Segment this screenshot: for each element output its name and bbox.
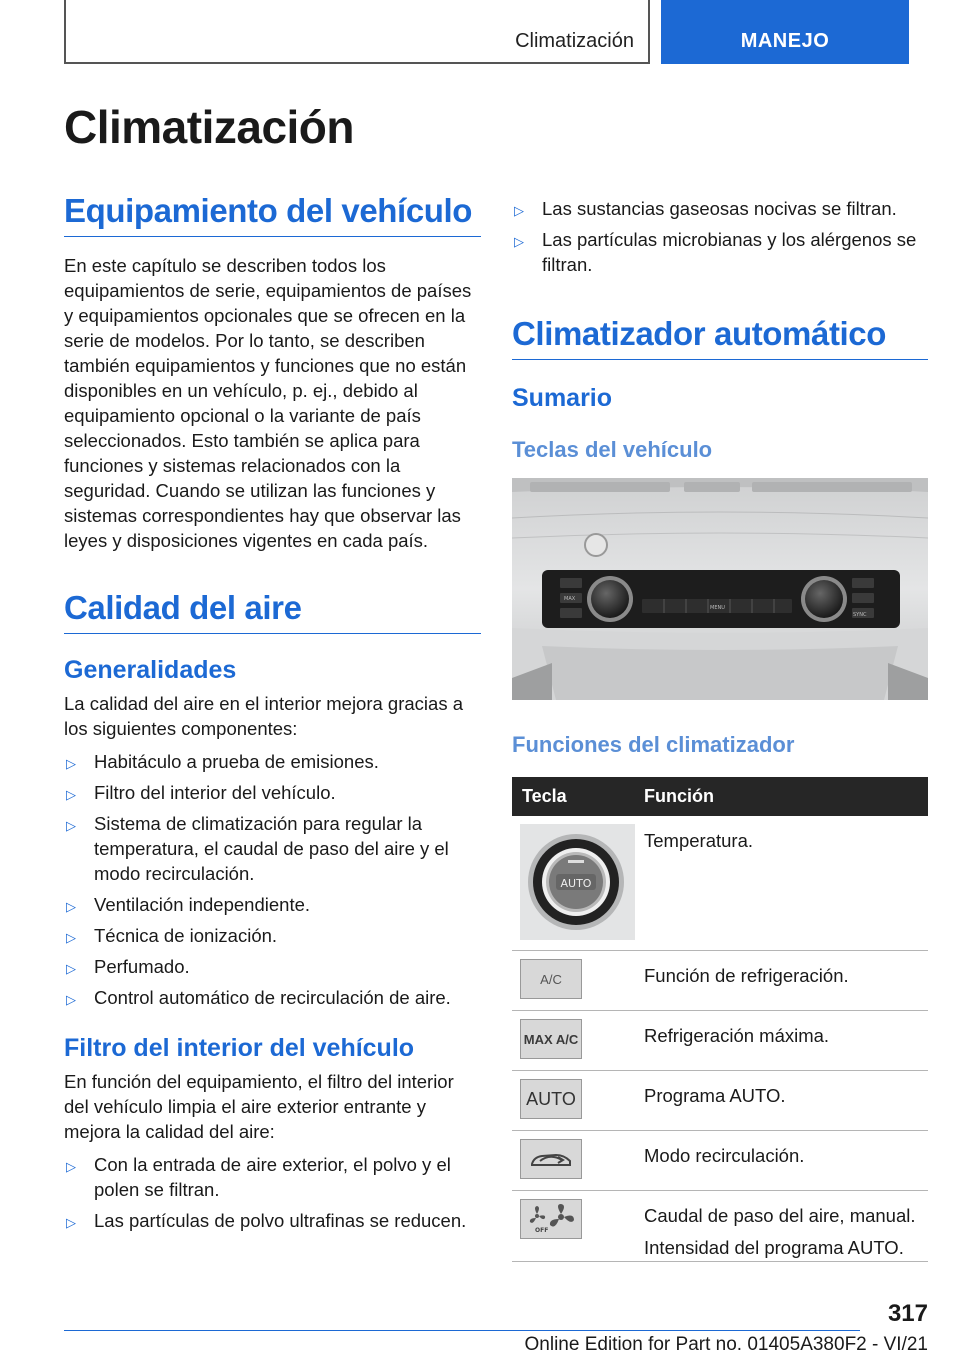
heading-teclas: Teclas del vehículo (512, 437, 713, 462)
heading-filtro: Filtro del interior del vehículo (64, 1034, 415, 1062)
list-item: ▷ Habitáculo a prueba de emisiones. (64, 749, 481, 774)
triangle-bullet-icon: ▷ (66, 992, 76, 1007)
list-item: ▷ Las partículas microbianas y los alérgenos se filtran. (514, 229, 917, 275)
page-title: Climatización (64, 101, 355, 153)
heading-climatizador: Climatizador automático (512, 315, 928, 360)
knob-label: AUTO (560, 877, 592, 890)
heading-generalidades: Generalidades (64, 656, 237, 684)
table-header (512, 777, 928, 816)
fan-off-button-icon (520, 1199, 582, 1239)
temperature-knob-icon (520, 824, 635, 940)
climate-control-photo (512, 478, 928, 700)
list-item: ▷ Con la entrada de aire exterior, el polvo y el polen se filtran. (66, 1154, 451, 1200)
triangle-bullet-icon: ▷ (66, 961, 76, 976)
header-chapter-tab[interactable] (661, 0, 909, 64)
left-column (64, 192, 481, 1233)
function-text: Programa AUTO. (644, 1085, 786, 1106)
header-section-title: Climatización (515, 30, 634, 52)
heading-equipamiento: Equipamiento del vehículo (64, 192, 481, 237)
auto-button-icon: AUTO (520, 1079, 582, 1119)
triangle-bullet-icon: ▷ (66, 930, 76, 945)
list-item: ▷ Filtro del interior del vehículo. (64, 780, 481, 805)
table-row (512, 816, 928, 951)
max-ac-button-icon: MAX A/C (520, 1019, 582, 1059)
photo-label-menu: MENU (710, 605, 725, 611)
function-text: Refrigeración máxima. (644, 1025, 830, 1046)
triangle-bullet-icon: ▷ (66, 1159, 76, 1174)
table-row (512, 1191, 928, 1262)
function-text: Temperatura. (644, 830, 753, 851)
calidad-intro: La calidad del aire en el interior mejora gracias a los siguientes componentes: (64, 693, 463, 739)
svg-text:OFF: OFF (535, 1227, 549, 1234)
filtro-body: En función del equipamiento, el filtro del interior del vehículo limpia el aire exterior entrante y mejora la calidad del aire: (64, 1071, 454, 1142)
triangle-bullet-icon: ▷ (66, 787, 76, 802)
heading-sumario: Sumario (512, 384, 613, 412)
col-header-funcion: Función (644, 786, 714, 806)
header-section-box (64, 0, 650, 64)
triangle-bullet-icon: ▷ (514, 203, 524, 218)
triangle-bullet-icon: ▷ (66, 756, 76, 771)
climate-panel-illustration (512, 478, 928, 700)
footer-edition: Online Edition for Part no. 01405A380F2 - VI/21 (524, 1334, 928, 1355)
col-header-tecla: Tecla (522, 786, 567, 806)
list-item: ▷ Ventilación independiente. (64, 892, 481, 917)
filtro-list-continued (512, 196, 928, 277)
triangle-bullet-icon: ▷ (66, 899, 76, 914)
list-item: ▷ Las sustancias gaseosas nocivas se filtran. (512, 196, 928, 221)
functions-table (512, 777, 928, 1262)
photo-label-max: MAX (564, 596, 576, 602)
list-item: ▷ Perfumado. (64, 954, 481, 979)
function-text: Intensidad del programa AUTO. (644, 1237, 904, 1258)
function-text: Caudal de paso del aire, manual. (644, 1205, 916, 1226)
table-row (512, 1011, 928, 1071)
list-item: ▷ Las partículas de polvo ultrafinas se reducen. (64, 1208, 481, 1233)
list-item: ▷ Técnica de ionización. (64, 923, 481, 948)
page-number: 317 (887, 1300, 928, 1327)
heading-calidad: Calidad del aire (64, 589, 481, 634)
function-text: Función de refrigeración. (644, 965, 849, 986)
function-text: Modo recirculación. (644, 1145, 805, 1166)
table-row (512, 951, 928, 1011)
header-chapter-label: MANEJO (740, 30, 830, 52)
ac-button-icon: A/C (520, 959, 582, 999)
triangle-bullet-icon: ▷ (66, 818, 76, 833)
list-item: ▷ Sistema de climatización para regular la temperatura, el caudal de paso del aire y el modo recirculación. (66, 813, 449, 884)
photo-label-sync: SYNC (853, 612, 867, 618)
calidad-list (64, 749, 481, 1010)
triangle-bullet-icon: ▷ (514, 234, 524, 249)
triangle-bullet-icon: ▷ (66, 1215, 76, 1230)
table-row (512, 1071, 928, 1131)
equipamiento-body: En este capítulo se describen todos los equipamientos de serie, equipamientos de países y equipamientos opcionales que se ofrecen en la serie de modelos. Por lo tanto, se describen también equipamientos y funciones que no están disponibles en un vehículo, p. ej., debido al equipamiento opcional o la variante de país seleccionados. Esto también se aplica para funciones y sistemas relacionados con la seguridad. Cuando se utilizan las funciones y sistemas correspondientes hay que observar las leyes y disposiciones vigentes en cada país. (64, 255, 472, 551)
right-column (512, 192, 928, 463)
recirculation-icon (520, 1139, 582, 1179)
list-item: ▷ Control automático de recirculación de aire. (64, 985, 481, 1010)
filtro-list (64, 1152, 481, 1233)
heading-funciones: Funciones del climatizador (512, 732, 795, 757)
table-row (512, 1131, 928, 1191)
footer-divider (64, 1330, 860, 1331)
